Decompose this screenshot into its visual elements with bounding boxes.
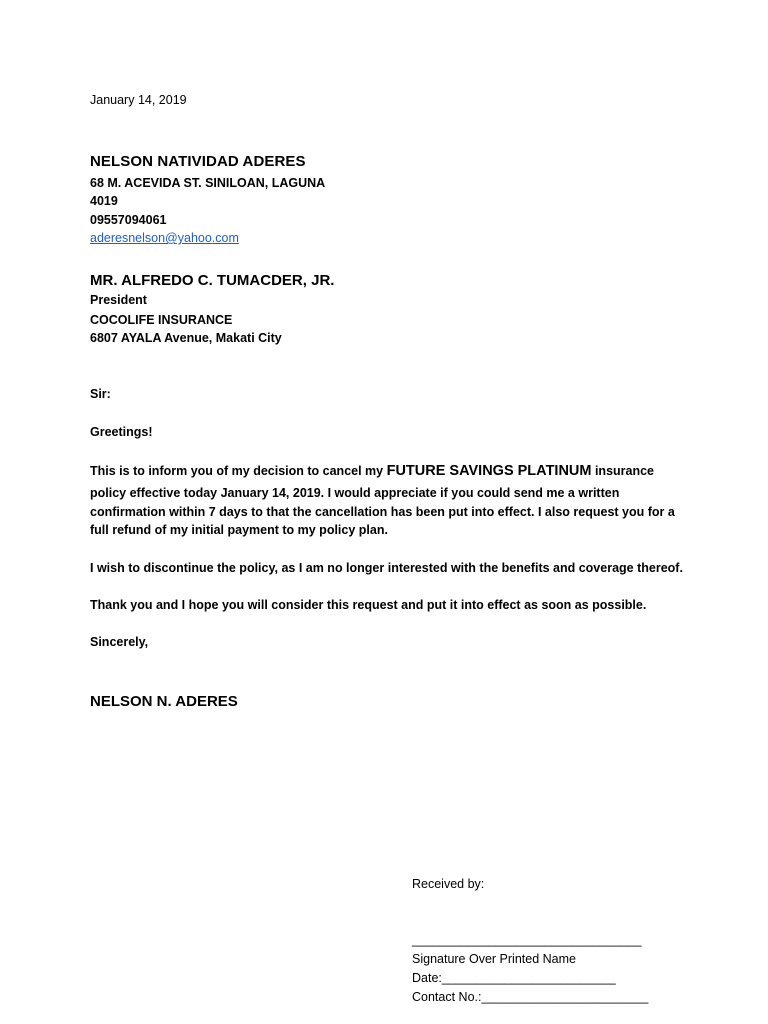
recipient-company: COCOLIFE INSURANCE [90,313,233,327]
signature-label: Signature Over Printed Name [412,952,576,966]
greeting: Greetings! [90,425,153,439]
date-field [412,971,616,985]
paragraph1-line4: full refund of my initial payment to my policy plan. [90,523,388,537]
product-name: FUTURE SAVINGS PLATINUM [386,463,592,479]
received-by-label: Received by: [412,877,485,891]
paragraph1-line3: confirmation within 7 days to that the cancellation has been put into effect. I also request you for a [90,505,675,519]
sender-name: NELSON NATIVIDAD ADERES [90,153,306,170]
recipient-name: MR. ALFREDO C. TUMACDER, JR. [90,272,335,289]
paragraph1-line1 [90,463,654,479]
signature-line: _________________________________ [412,933,642,947]
paragraph1-line2: policy effective today January 14, 2019. I would appreciate if you could send me a written [90,486,620,500]
paragraph2: I wish to discontinue the policy, as I am no longer interested with the benefits and coverage thereof. [90,561,683,575]
date-line: _________________________ [441,971,616,985]
salutation: Sir: [90,387,111,401]
paragraph1-suffix: insurance [591,464,655,478]
paragraph1-prefix: This is to inform you of my decision to cancel my [90,464,387,478]
recipient-title: President [90,293,147,307]
signature-name: NELSON N. ADERES [90,693,238,710]
letter-date: January 14, 2019 [90,93,187,107]
sender-address: 68 M. ACEVIDA ST. SINILOAN, LAGUNA [90,176,326,190]
date-label: Date: [412,971,442,985]
sender-phone: 09557094061 [90,213,167,227]
contact-label: Contact No.: [412,990,482,1004]
sender-email-link[interactable]: aderesnelson@yahoo.com [90,231,239,245]
recipient-address: 6807 AYALA Avenue, Makati City [90,331,282,345]
contact-line: ________________________ [481,990,649,1004]
sender-zip: 4019 [90,194,118,208]
paragraph3: Thank you and I hope you will consider this request and put it into effect as soon as possible. [90,598,647,612]
closing: Sincerely, [90,635,149,649]
contact-field [412,990,648,1004]
